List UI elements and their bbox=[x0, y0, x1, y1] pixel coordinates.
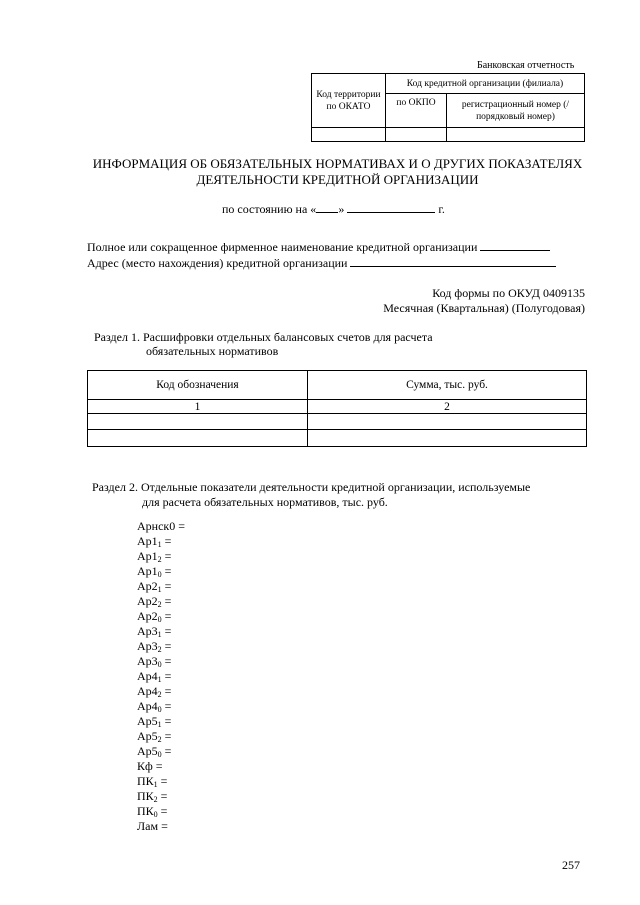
section1-title-line1: Раздел 1. Расшифровки отдельных балансовых счетов для расчета bbox=[94, 330, 433, 344]
reg-number-cell[interactable] bbox=[447, 128, 585, 142]
formula-item: $Ар2_1$ = bbox=[137, 579, 172, 594]
col-code-number: 1 bbox=[88, 400, 308, 414]
okpo-header: по ОКПО bbox=[386, 94, 447, 128]
okpo-cell[interactable] bbox=[386, 128, 447, 142]
col-sum-number: 2 bbox=[308, 400, 587, 414]
table-cell[interactable] bbox=[308, 414, 587, 430]
formula-item: $Ар2_2$ = bbox=[137, 594, 172, 609]
section1-table bbox=[87, 370, 587, 447]
org-name-field[interactable] bbox=[480, 239, 550, 251]
title-line1: ИНФОРМАЦИЯ ОБ ОБЯЗАТЕЛЬНЫХ НОРМАТИВАХ И О ДРУГИХ ПОКАЗАТЕЛЯХ bbox=[92, 156, 583, 171]
section2-title-line2: для расчета обязательных нормативов, тыс. руб. bbox=[142, 495, 388, 509]
formula-item: $ПК_1$ = bbox=[137, 774, 168, 789]
org-code-header: Код кредитной организации (филиала) bbox=[386, 74, 585, 94]
formula-item: $Ар5_0$ = bbox=[137, 744, 172, 759]
org-address-line bbox=[87, 255, 556, 271]
code-table bbox=[311, 73, 585, 142]
section1-title-line2: обязательных нормативов bbox=[146, 344, 279, 358]
territory-cell[interactable] bbox=[312, 128, 386, 142]
org-name-line bbox=[87, 239, 550, 255]
formula-item: $Ар1_2$ = bbox=[137, 549, 172, 564]
formula-item: $Ар1_0$ = bbox=[137, 564, 172, 579]
org-address-label: Адрес (место нахождения) кредитной организации bbox=[87, 256, 348, 270]
month-year-field[interactable] bbox=[347, 201, 435, 213]
formula-item: $Ар3_2$ = bbox=[137, 639, 172, 654]
org-address-field[interactable] bbox=[350, 255, 556, 267]
col-code-header: Код обозначения bbox=[88, 371, 308, 400]
formula-item: $Ар5_1$ = bbox=[137, 714, 172, 729]
formula-item: $Ар1_1$ = bbox=[137, 534, 172, 549]
formula-item: $Ар3_1$ = bbox=[137, 624, 172, 639]
as-of-mid: » bbox=[338, 202, 345, 216]
formula-item: $ПК_0$ = bbox=[137, 804, 168, 819]
formula-item: $Ар5_2$ = bbox=[137, 729, 172, 744]
reporting-label: Банковская отчетность bbox=[477, 60, 575, 71]
org-name-label: Полное или сокращенное фирменное наименование кредитной организации bbox=[87, 240, 478, 254]
table-cell[interactable] bbox=[308, 430, 587, 447]
formula-item: $Ар4_1$ = bbox=[137, 669, 172, 684]
as-of-date bbox=[222, 201, 445, 217]
formula-item: Кф = bbox=[137, 759, 163, 773]
formula-item: $ПК_2$ = bbox=[137, 789, 168, 804]
as-of-prefix: по состоянию на « bbox=[222, 202, 317, 216]
table-cell[interactable] bbox=[88, 430, 308, 447]
formula-item: $Ар4_2$ = bbox=[137, 684, 172, 699]
formula-item: Арнск0 = bbox=[137, 519, 186, 533]
formula-item: $Ар2_0$ = bbox=[137, 609, 172, 624]
table-cell[interactable] bbox=[88, 414, 308, 430]
title-line2: ДЕЯТЕЛЬНОСТИ КРЕДИТНОЙ ОРГАНИЗАЦИИ bbox=[196, 172, 479, 187]
page-number: 257 bbox=[562, 858, 580, 872]
okud-code: Код формы по ОКУД 0409135 bbox=[432, 286, 585, 300]
section2-title-line1: Раздел 2. Отдельные показатели деятельности кредитной организации, используемые bbox=[92, 480, 531, 494]
day-field[interactable] bbox=[316, 201, 338, 213]
formula-item: $Ар3_0$ = bbox=[137, 654, 172, 669]
col-sum-header: Сумма, тыс. руб. bbox=[308, 371, 587, 400]
formula-item: $Ар4_0$ = bbox=[137, 699, 172, 714]
formula-item: Лам = bbox=[137, 819, 168, 833]
reg-number-header: регистрационный номер (/порядковый номер) bbox=[447, 94, 585, 128]
as-of-suffix: г. bbox=[438, 202, 445, 216]
periodicity: Месячная (Квартальная) (Полугодовая) bbox=[383, 301, 585, 315]
territory-header: Код территории по ОКАТО bbox=[312, 74, 386, 128]
